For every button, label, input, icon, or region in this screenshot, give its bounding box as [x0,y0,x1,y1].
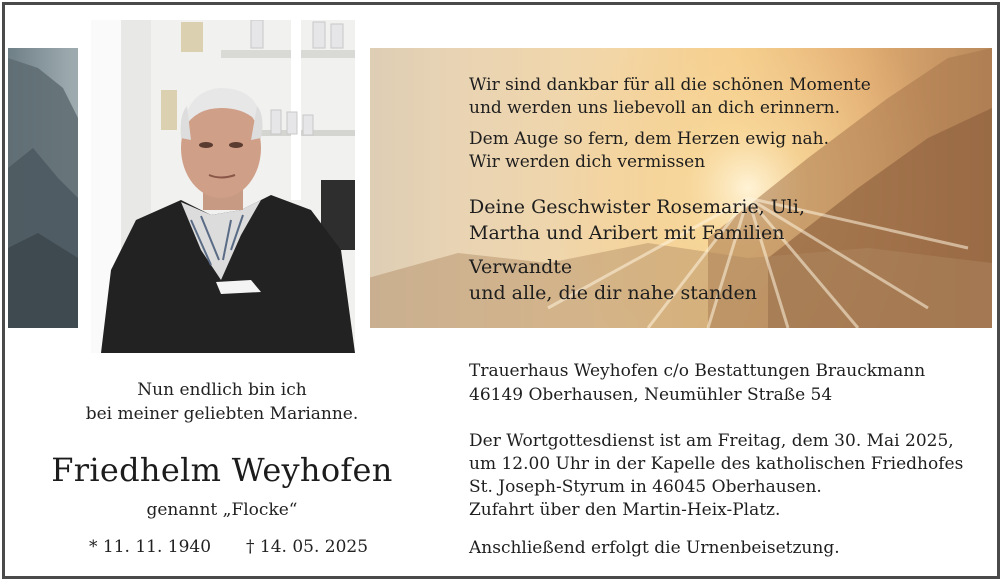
verse2-line: Wir werden dich vermissen [469,152,706,172]
deceased-name: Friedhelm Weyhofen [51,451,393,489]
quote-block [0,378,444,426]
urn-note: Anschließend erfolgt die Urnenbeisetzung. [469,538,840,558]
verse-block [469,74,871,174]
address-line: Trauerhaus Weyhofen c/o Bestattungen Brauckmann [469,361,926,381]
service-line: Zufahrt über den Martin-Heix-Platz. [469,500,781,520]
address-block [469,359,925,407]
death-date: † 14. 05. 2025 [246,537,369,557]
address-line: 46149 Oberhausen, Neumühler Straße 54 [469,385,833,405]
mourners-line: Martha und Aribert mit Familien [469,222,785,244]
mourners-block [469,194,805,306]
mourners-line: Deine Geschwister Rosemarie, Uli, [469,196,805,218]
service-line: Der Wortgottesdienst ist am Freitag, dem 30. Mai 2025, [469,431,954,451]
quote-line: bei meiner geliebten Marianne. [85,404,359,424]
nickname: genannt „Flocke“ [146,500,298,520]
verse2-line: Dem Auge so fern, dem Herzen ewig nah. [469,129,830,149]
service-line: St. Joseph-Styrum in 46045 Oberhausen. [469,477,822,497]
portrait-photo [91,20,355,353]
verse-line: Wir sind dankbar für all die schönen Momente [469,75,871,95]
service-block [469,430,963,522]
relatives-line: Verwandte [469,256,573,278]
service-line: um 12.00 Uhr in der Kapelle des katholischen Friedhofes [469,454,964,474]
birth-date: * 11. 11. 1940 [89,537,212,557]
verse-line: und werden uns liebevoll an dich erinnern. [469,98,840,118]
relatives-line: und alle, die dir nahe standen [469,282,758,304]
quote-line: Nun endlich bin ich [137,380,307,400]
portrait-illustration [91,20,355,353]
